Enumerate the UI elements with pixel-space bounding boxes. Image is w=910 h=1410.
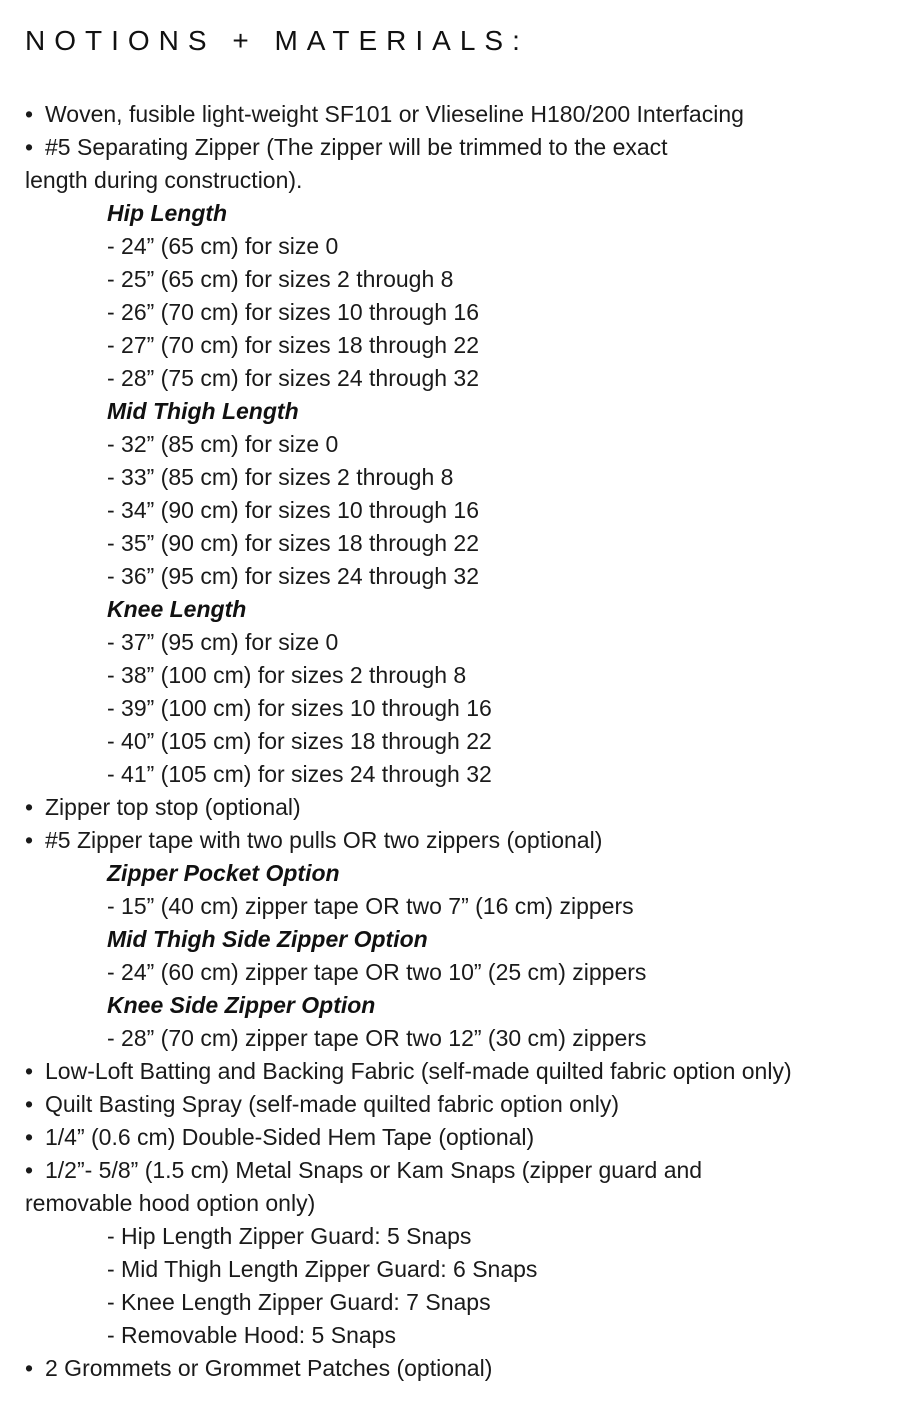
- continuation-line: length during construction).: [25, 167, 303, 193]
- bullet-icon: •: [25, 1058, 34, 1084]
- sub-item: - 28” (75 cm) for sizes 24 through 32: [107, 365, 479, 391]
- bullet-text: Zipper top stop (optional): [45, 794, 301, 820]
- sub-item: - 24” (60 cm) zipper tape OR two 10” (25 cm) zippers: [107, 959, 647, 985]
- subheading: Mid Thigh Side Zipper Option: [107, 926, 428, 952]
- bullet-text: 1/2”- 5/8” (1.5 cm) Metal Snaps or Kam Snaps (zipper guard and: [45, 1157, 703, 1183]
- sub-item: - 40” (105 cm) for sizes 18 through 22: [107, 728, 492, 754]
- bullet-item: [25, 1088, 895, 1121]
- sub-item: - 35” (90 cm) for sizes 18 through 22: [107, 530, 479, 556]
- bullet-icon: •: [25, 134, 34, 160]
- bullet-icon: •: [25, 1355, 34, 1381]
- bullet-text: Woven, fusible light-weight SF101 or Vlieseline H180/200 Interfacing: [45, 101, 744, 127]
- subheading: Knee Side Zipper Option: [107, 992, 376, 1018]
- bullet-item: [25, 1352, 895, 1385]
- bullet-icon: •: [25, 101, 34, 127]
- bullet-item: [25, 1121, 895, 1154]
- bullet-item: [25, 791, 895, 824]
- bullet-text: Low-Loft Batting and Backing Fabric (self-made quilted fabric option only): [45, 1058, 792, 1084]
- sub-item: - 26” (70 cm) for sizes 10 through 16: [107, 299, 479, 325]
- sub-item: - 15” (40 cm) zipper tape OR two 7” (16 cm) zippers: [107, 893, 634, 919]
- bullet-text: #5 Separating Zipper (The zipper will be trimmed to the exact: [45, 134, 668, 160]
- sub-item: - 25” (65 cm) for sizes 2 through 8: [107, 266, 454, 292]
- sub-item: - 41” (105 cm) for sizes 24 through 32: [107, 761, 492, 787]
- bullet-icon: •: [25, 1124, 34, 1150]
- bullet-item: [25, 824, 895, 857]
- bullet-text: 2 Grommets or Grommet Patches (optional): [45, 1355, 493, 1381]
- sub-item: - Hip Length Zipper Guard: 5 Snaps: [107, 1223, 472, 1249]
- bullet-item: [25, 131, 895, 164]
- sub-item: - 34” (90 cm) for sizes 10 through 16: [107, 497, 479, 523]
- bullet-item: [25, 1154, 895, 1187]
- sub-item: - Removable Hood: 5 Snaps: [107, 1322, 396, 1348]
- sub-item: - 32” (85 cm) for size 0: [107, 431, 339, 457]
- sub-item: - Knee Length Zipper Guard: 7 Snaps: [107, 1289, 491, 1315]
- sub-item: - 37” (95 cm) for size 0: [107, 629, 339, 655]
- bullet-text: 1/4” (0.6 cm) Double-Sided Hem Tape (optional): [45, 1124, 535, 1150]
- sub-item: - 24” (65 cm) for size 0: [107, 233, 339, 259]
- bullet-icon: •: [25, 1157, 34, 1183]
- bullet-icon: •: [25, 794, 34, 820]
- section-heading: NOTIONS + MATERIALS:: [25, 25, 529, 56]
- subheading: Hip Length: [107, 200, 228, 226]
- continuation-line: removable hood option only): [25, 1190, 316, 1216]
- sub-item: - Mid Thigh Length Zipper Guard: 6 Snaps: [107, 1256, 538, 1282]
- bullet-item: [25, 1055, 895, 1088]
- bullet-icon: •: [25, 1091, 34, 1117]
- sub-item: - 28” (70 cm) zipper tape OR two 12” (30 cm) zippers: [107, 1025, 647, 1051]
- sub-item: - 33” (85 cm) for sizes 2 through 8: [107, 464, 454, 490]
- bullet-text: Quilt Basting Spray (self-made quilted fabric option only): [45, 1091, 620, 1117]
- subheading: Mid Thigh Length: [107, 398, 299, 424]
- sub-item: - 36” (95 cm) for sizes 24 through 32: [107, 563, 479, 589]
- bullet-item: [25, 98, 895, 131]
- sub-item: - 39” (100 cm) for sizes 10 through 16: [107, 695, 492, 721]
- subheading: Zipper Pocket Option: [107, 860, 340, 886]
- subheading: Knee Length: [107, 596, 247, 622]
- sub-item: - 27” (70 cm) for sizes 18 through 22: [107, 332, 479, 358]
- bullet-icon: •: [25, 827, 34, 853]
- bullet-text: #5 Zipper tape with two pulls OR two zippers (optional): [45, 827, 603, 853]
- sub-item: - 38” (100 cm) for sizes 2 through 8: [107, 662, 467, 688]
- materials-list: [25, 98, 895, 1385]
